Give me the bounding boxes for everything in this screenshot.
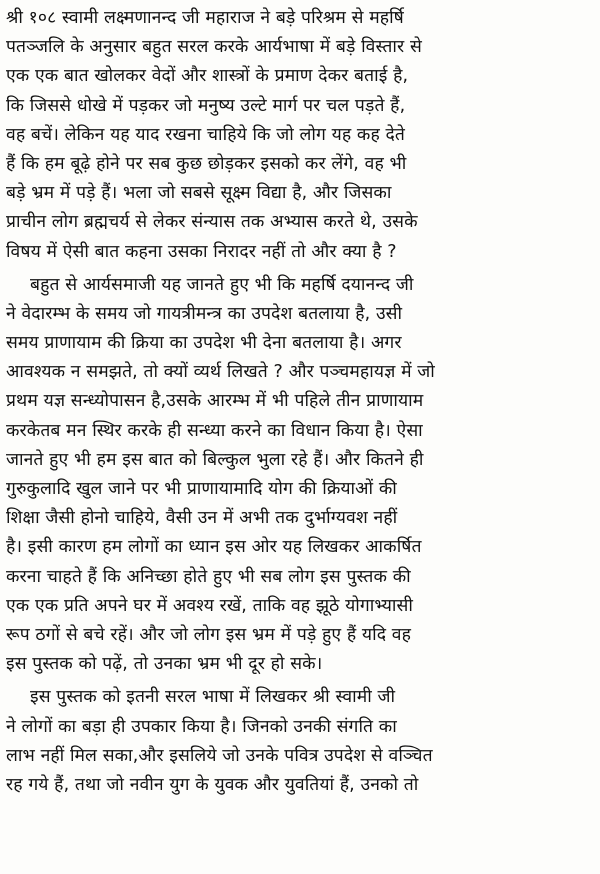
text-line: इस पुस्तक को इतनी सरल भाषा में लिखकर श्री स्वामी जी — [30, 687, 396, 708]
text-line: करकेतब मन स्थिर करके ही सन्ध्या करने का विधान किया है। ऐसा — [6, 420, 423, 441]
text-line: करना चाहते हैं कि अनिच्छा होते हुए भी सब लोग इस पुस्तक की — [6, 566, 411, 587]
text-line: वह बचें। लेकिन यह याद रखना चाहिये कि जो लोग यह कह देते — [6, 124, 405, 145]
text-line: रह गये हैं, तथा जो नवीन युग के युवक और युवतियां हैं, उनको तो — [6, 774, 419, 795]
text-line: एक एक बात खोलकर वेदों और शास्त्रों के प्रमाण देकर बताई है, — [6, 66, 409, 87]
text-line: पतञ्जलि के अनुसार बहुत सरल करके आर्यभाषा में बड़े विस्तार से — [6, 37, 422, 58]
text-line: प्राचीन लोग ब्रह्मचर्य से लेकर संन्यास तक अभ्यास करते थे, उसके — [6, 212, 418, 233]
text-line: लाभ नहीं मिल सका,और इसलिये जो उनके पवित्र उपदेश से वञ्चित — [6, 745, 433, 766]
text-line: ने लोगों का बड़ा ही उपकार किया है। जिनको उनकी संगति का — [6, 716, 397, 737]
text-line: विषय में ऐसी बात कहना उसका निरादर नहीं तो और क्या है ? — [6, 241, 397, 262]
text-line: एक एक प्रति अपने घर में अवश्य रखें, ताकि वह झूठे योगाभ्यासी — [6, 595, 413, 616]
text-line: आवश्यक न समझते, तो क्यों व्यर्थ लिखते ? और पञ्चमहायज्ञ में जो — [6, 362, 435, 383]
paragraph-1 — [0, 4, 600, 267]
text-line: गुरुकुलादि खुल जाने पर भी प्राणायामादि योग की क्रियाओं की — [6, 479, 397, 499]
text-line: जानते हुए भी हम इस बात को बिल्कुल भुला रहे हैं। और कितने ही — [6, 449, 424, 470]
text-line: इस पुस्तक को पढ़ें, तो उनका भ्रम भी दूर हो सके। — [6, 654, 323, 675]
text-line: है। इसी कारण हम लोगों का ध्यान इस ओर यह लिखकर आकर्षित — [6, 537, 422, 558]
text-line: ने वेदारम्भ के समय जो गायत्रीमन्त्र का उपदेश बतलाया है, उसी — [6, 303, 403, 324]
text-line: बड़े भ्रम में पड़े हैं। भला जो सबसे सूक्ष्म विद्या है, और जिसका — [6, 183, 392, 204]
text-line: बहुत से आर्यसमाजी यह जानते हुए भी कि महर्षि दयानन्द जी — [30, 274, 414, 295]
text-line: श्री १०८ स्वामी लक्ष्मणानन्द जी महाराज ने बड़े परिश्रम से महर्षि — [6, 8, 404, 28]
text-line: शिक्षा जैसी होनो चाहिये, वैसी उन में अभी तक दुर्भाग्यवश नहीं — [6, 508, 398, 529]
paragraph-2 — [0, 271, 600, 680]
text-line: हैं कि हम बूढ़े होने पर सब कुछ छोड़कर इसको कर लेंगे, वह भी — [6, 153, 407, 174]
paragraph-3 — [0, 683, 600, 800]
text-line: रूप ठगों से बचे रहें। और जो लोग इस भ्रम में पड़े हुए हैं यदि वह — [6, 624, 411, 645]
text-line: कि जिससे धोखे में पड़कर जो मनुष्य उल्टे मार्ग पर चल पड़ते हैं, — [6, 95, 406, 116]
text-line: समय प्राणायाम की क्रिया का उपदेश भी देना बतलाया है। अगर — [6, 333, 402, 354]
text-line: प्रथम यज्ञ सन्ध्योपासन है,उसके आरम्भ में भी पहिले तीन प्राणायाम — [6, 391, 424, 412]
